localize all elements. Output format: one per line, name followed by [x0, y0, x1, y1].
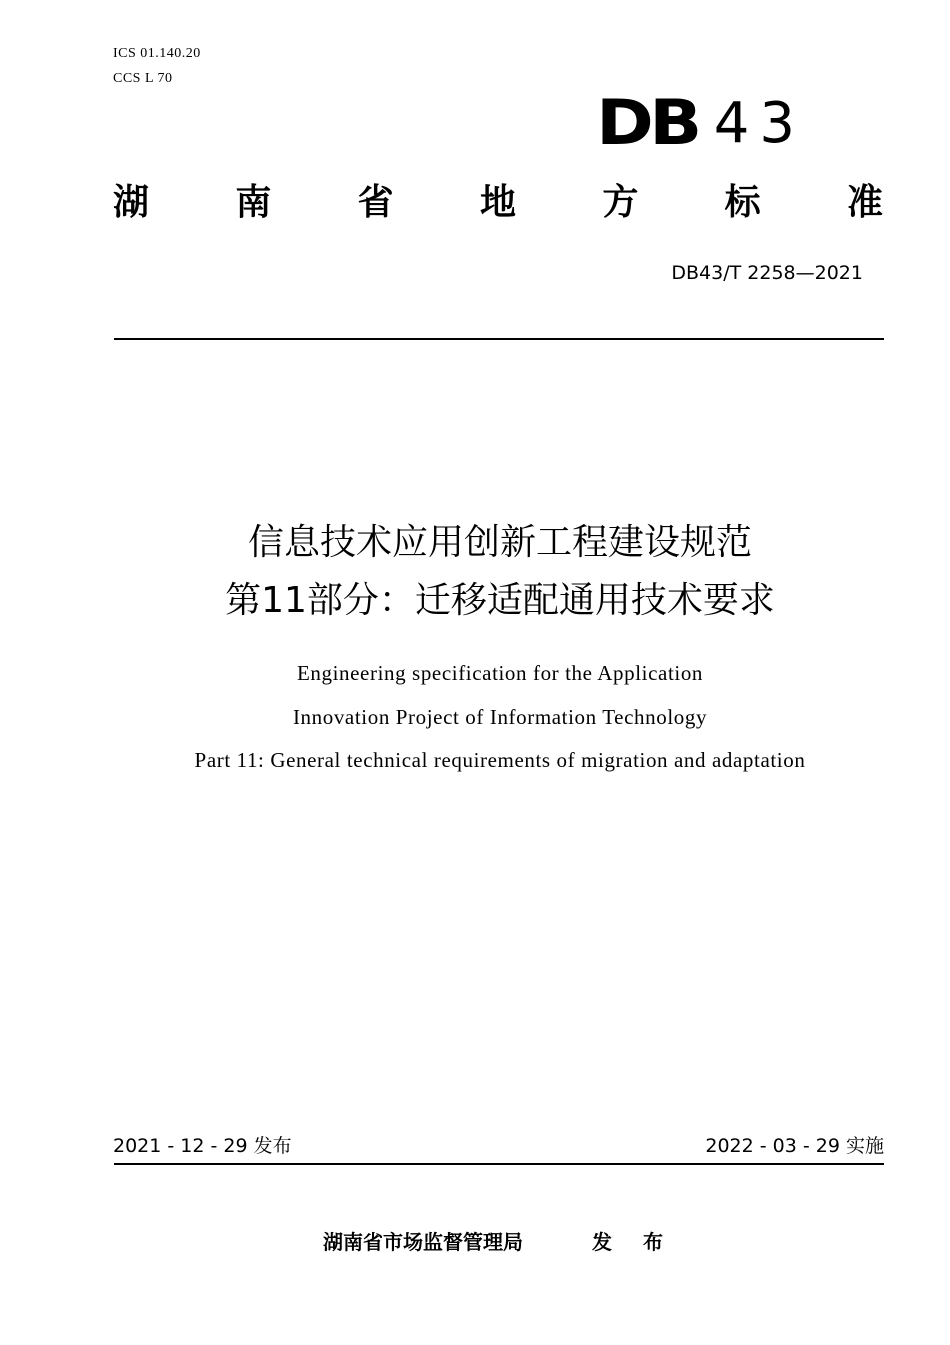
standard-type-char: 湖 [113, 182, 150, 223]
db-logo-mark: DB [596, 86, 698, 159]
standard-type-char: 准 [846, 182, 883, 223]
implementation-date: 2022 - 03 - 29 实施 [705, 1135, 884, 1157]
release-date: 2021 - 12 - 29 发布 [113, 1135, 292, 1157]
db-logo [596, 86, 805, 159]
standard-type-char: 方 [602, 182, 639, 223]
ccs-code: CCS L 70 [113, 71, 173, 86]
chinese-title-line-2: 第11部分：迁移适配通用技术要求 [225, 580, 775, 621]
english-title-line-1: Engineering specification for the Application [296, 661, 704, 685]
top-divider [114, 338, 884, 340]
standard-type-char: 省 [357, 182, 394, 223]
standard-type-char: 南 [235, 182, 272, 223]
standard-type-heading [113, 178, 883, 228]
db-logo-code: 43 [713, 91, 805, 156]
standard-number: DB43/T 2258—2021 [671, 262, 863, 284]
bottom-divider [114, 1163, 884, 1165]
standard-type-char: 地 [479, 182, 516, 223]
english-title-line-2: Innovation Project of Information Technology [292, 705, 708, 729]
standard-type-char: 标 [724, 182, 761, 223]
ics-code: ICS 01.140.20 [113, 46, 201, 61]
publisher-name: 湖南省市场监督管理局 [323, 1230, 523, 1254]
english-title-line-3: Part 11: General technical requirements of migration and adaptation [194, 748, 806, 772]
publish-label: 发 布 [592, 1230, 675, 1254]
chinese-title-line-1: 信息技术应用创新工程建设规范 [247, 522, 752, 563]
